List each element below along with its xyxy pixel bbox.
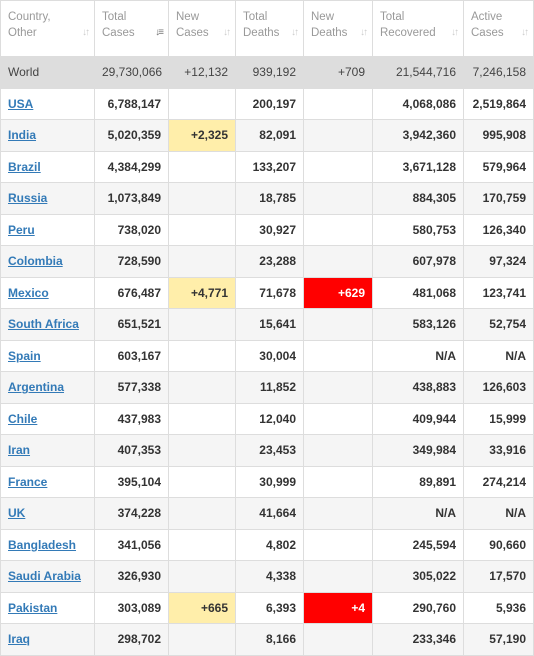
new-cases-header[interactable]: [169, 1, 236, 57]
country-link[interactable]: France: [8, 474, 48, 489]
active-cases-cell: 57,190: [464, 624, 534, 656]
new-cases-cell: [169, 466, 236, 498]
new-cases-cell: +2,325: [169, 120, 236, 152]
total-deaths-cell: 30,999: [236, 466, 304, 498]
country-cell: [1, 214, 95, 246]
active-cases-cell: 274,214: [464, 466, 534, 498]
country-link[interactable]: Brazil: [8, 159, 41, 174]
total-recovered-cell: 349,984: [373, 435, 464, 467]
total-deaths-cell: 4,338: [236, 561, 304, 593]
new-deaths-cell: [304, 120, 373, 152]
total-deaths-cell: 200,197: [236, 88, 304, 120]
table-row: [1, 246, 534, 278]
total-cases-cell: 6,788,147: [95, 88, 169, 120]
new-cases-cell: [169, 151, 236, 183]
new-deaths-cell: [304, 529, 373, 561]
table-body: [1, 57, 534, 656]
table-row: [1, 372, 534, 404]
world-row: [1, 57, 534, 89]
table-row: [1, 561, 534, 593]
country-link[interactable]: India: [8, 128, 37, 143]
new-deaths-cell: [304, 183, 373, 215]
new-deaths-cell: [304, 561, 373, 593]
country-link[interactable]: Peru: [8, 222, 35, 237]
total-deaths-cell: 15,641: [236, 309, 304, 341]
total-deaths-cell: 23,288: [236, 246, 304, 278]
new-deaths-cell: +709: [304, 57, 373, 89]
new-deaths-header[interactable]: [304, 1, 373, 57]
new-cases-cell: [169, 561, 236, 593]
new-cases-cell: [169, 624, 236, 656]
header-label: Total Deaths: [243, 11, 280, 39]
new-deaths-cell: [304, 372, 373, 404]
country-link[interactable]: Colombia: [8, 254, 63, 269]
active-cases-cell: 579,964: [464, 151, 534, 183]
header-label: Country, Other: [8, 11, 51, 39]
country-cell: [1, 183, 95, 215]
header-label: Total Cases: [102, 11, 135, 39]
country-cell: [1, 309, 95, 341]
new-cases-cell: [169, 529, 236, 561]
active-cases-cell: 52,754: [464, 309, 534, 341]
total-recovered-cell: 481,068: [373, 277, 464, 309]
table-row: [1, 498, 534, 530]
header-label: New Cases: [176, 11, 209, 39]
total-cases-cell: 738,020: [95, 214, 169, 246]
sort-updown-icon[interactable]: ↓↑: [451, 27, 457, 38]
total-recovered-cell: 21,544,716: [373, 57, 464, 89]
country-link[interactable]: Iraq: [8, 632, 31, 647]
total-cases-cell: 437,983: [95, 403, 169, 435]
total-recovered-cell: 245,594: [373, 529, 464, 561]
total-cases-cell: 326,930: [95, 561, 169, 593]
country-cell: World: [1, 57, 95, 89]
new-deaths-cell: [304, 498, 373, 530]
new-deaths-cell: [304, 88, 373, 120]
total-deaths-cell: 11,852: [236, 372, 304, 404]
table-row: [1, 340, 534, 372]
total-deaths-header[interactable]: [236, 1, 304, 57]
total-cases-cell: 395,104: [95, 466, 169, 498]
new-cases-cell: [169, 309, 236, 341]
total-recovered-cell: 884,305: [373, 183, 464, 215]
total-recovered-cell: 3,671,128: [373, 151, 464, 183]
total-deaths-cell: 4,802: [236, 529, 304, 561]
country-link[interactable]: USA: [8, 96, 34, 111]
active-cases-cell: 2,519,864: [464, 88, 534, 120]
table-row: [1, 529, 534, 561]
new-deaths-cell: +629: [304, 277, 373, 309]
table-row: [1, 183, 534, 215]
country-link[interactable]: Pakistan: [8, 600, 58, 615]
country-link[interactable]: South Africa: [8, 317, 79, 332]
country-link[interactable]: Bangladesh: [8, 537, 77, 552]
active-cases-cell: 123,741: [464, 277, 534, 309]
total-deaths-cell: 71,678: [236, 277, 304, 309]
country-cell: [1, 624, 95, 656]
sort-descending-icon[interactable]: ↓≡: [155, 27, 162, 38]
active-cases-cell: 7,246,158: [464, 57, 534, 89]
table-row: [1, 151, 534, 183]
active-cases-cell: 90,660: [464, 529, 534, 561]
total-deaths-cell: 133,207: [236, 151, 304, 183]
total-cases-cell: 728,590: [95, 246, 169, 278]
total-recovered-cell: 305,022: [373, 561, 464, 593]
new-cases-cell: [169, 246, 236, 278]
total-recovered-cell: 607,978: [373, 246, 464, 278]
table-row: [1, 403, 534, 435]
active-cases-cell: 5,936: [464, 592, 534, 624]
active-cases-cell: N/A: [464, 498, 534, 530]
sort-updown-icon[interactable]: ↓↑: [223, 27, 229, 38]
active-cases-cell: 170,759: [464, 183, 534, 215]
new-cases-cell: [169, 340, 236, 372]
table-row: [1, 277, 534, 309]
new-deaths-cell: [304, 214, 373, 246]
total-recovered-cell: 438,883: [373, 372, 464, 404]
new-deaths-cell: [304, 246, 373, 278]
total-cases-cell: 5,020,359: [95, 120, 169, 152]
new-cases-cell: [169, 403, 236, 435]
total-cases-cell: 577,338: [95, 372, 169, 404]
new-deaths-cell: [304, 466, 373, 498]
country-cell: [1, 403, 95, 435]
new-deaths-cell: [304, 151, 373, 183]
total-recovered-cell: N/A: [373, 498, 464, 530]
country-cell: [1, 592, 95, 624]
total-deaths-cell: 23,453: [236, 435, 304, 467]
country-cell: [1, 88, 95, 120]
total-recovered-cell: 233,346: [373, 624, 464, 656]
total-deaths-cell: 939,192: [236, 57, 304, 89]
total-deaths-cell: 6,393: [236, 592, 304, 624]
country-link[interactable]: Spain: [8, 348, 41, 363]
header-label: Active Cases: [471, 11, 504, 39]
country-link[interactable]: Mexico: [8, 285, 49, 300]
total-recovered-cell: 409,944: [373, 403, 464, 435]
new-cases-cell: +665: [169, 592, 236, 624]
table-row: [1, 309, 534, 341]
table-row: [1, 466, 534, 498]
total-cases-cell: 298,702: [95, 624, 169, 656]
table-row: [1, 435, 534, 467]
country-cell: [1, 340, 95, 372]
table-row: [1, 592, 534, 624]
total-cases-cell: 29,730,066: [95, 57, 169, 89]
table-row: [1, 214, 534, 246]
total-recovered-header[interactable]: [373, 1, 464, 57]
sort-updown-icon[interactable]: ↓↑: [360, 27, 366, 38]
total-cases-cell: 651,521: [95, 309, 169, 341]
total-cases-header[interactable]: [95, 1, 169, 57]
new-cases-cell: +4,771: [169, 277, 236, 309]
active-cases-cell: N/A: [464, 340, 534, 372]
country-link[interactable]: Iran: [8, 443, 31, 458]
country-cell: [1, 466, 95, 498]
sort-updown-icon[interactable]: ↓↑: [521, 27, 527, 38]
total-deaths-cell: 41,664: [236, 498, 304, 530]
new-cases-cell: [169, 435, 236, 467]
table-row: [1, 120, 534, 152]
total-recovered-cell: 3,942,360: [373, 120, 464, 152]
new-deaths-cell: [304, 435, 373, 467]
total-deaths-cell: 30,927: [236, 214, 304, 246]
total-cases-cell: 407,353: [95, 435, 169, 467]
new-cases-cell: [169, 183, 236, 215]
total-cases-cell: 341,056: [95, 529, 169, 561]
new-cases-cell: +12,132: [169, 57, 236, 89]
country-cell: [1, 435, 95, 467]
total-cases-cell: 374,228: [95, 498, 169, 530]
total-recovered-cell: 89,891: [373, 466, 464, 498]
country-cell: [1, 277, 95, 309]
new-deaths-cell: [304, 403, 373, 435]
total-deaths-cell: 8,166: [236, 624, 304, 656]
active-cases-cell: 33,916: [464, 435, 534, 467]
country-link[interactable]: Chile: [8, 411, 38, 426]
table-row: [1, 88, 534, 120]
country-link[interactable]: Russia: [8, 191, 48, 206]
active-cases-cell: 126,340: [464, 214, 534, 246]
country-cell: [1, 246, 95, 278]
total-recovered-cell: N/A: [373, 340, 464, 372]
country-cell: [1, 120, 95, 152]
header-label: Total Recovered: [380, 11, 436, 39]
total-recovered-cell: 290,760: [373, 592, 464, 624]
country-cell: [1, 529, 95, 561]
country-link[interactable]: Saudi Arabia: [8, 569, 81, 584]
header-label: New Deaths: [311, 11, 348, 39]
new-cases-cell: [169, 88, 236, 120]
country-cell: [1, 372, 95, 404]
country-header[interactable]: [1, 1, 95, 57]
total-deaths-cell: 18,785: [236, 183, 304, 215]
total-cases-cell: 603,167: [95, 340, 169, 372]
new-deaths-cell: [304, 624, 373, 656]
active-cases-cell: 97,324: [464, 246, 534, 278]
total-recovered-cell: 580,753: [373, 214, 464, 246]
sort-updown-icon[interactable]: ↓↑: [82, 27, 88, 38]
country-link[interactable]: Argentina: [8, 380, 65, 395]
total-cases-cell: 4,384,299: [95, 151, 169, 183]
new-deaths-cell: [304, 309, 373, 341]
new-cases-cell: [169, 498, 236, 530]
active-cases-cell: 126,603: [464, 372, 534, 404]
country-cell: [1, 561, 95, 593]
sort-updown-icon[interactable]: ↓↑: [291, 27, 297, 38]
new-deaths-cell: +4: [304, 592, 373, 624]
country-cell: [1, 151, 95, 183]
total-deaths-cell: 82,091: [236, 120, 304, 152]
header-row: [1, 1, 534, 57]
total-recovered-cell: 4,068,086: [373, 88, 464, 120]
total-deaths-cell: 12,040: [236, 403, 304, 435]
total-cases-cell: 1,073,849: [95, 183, 169, 215]
total-cases-cell: 303,089: [95, 592, 169, 624]
total-cases-cell: 676,487: [95, 277, 169, 309]
active-cases-cell: 15,999: [464, 403, 534, 435]
active-cases-cell: 995,908: [464, 120, 534, 152]
new-deaths-cell: [304, 340, 373, 372]
new-cases-cell: [169, 372, 236, 404]
country-link[interactable]: UK: [8, 506, 26, 521]
new-cases-cell: [169, 214, 236, 246]
active-cases-header[interactable]: [464, 1, 534, 57]
country-cell: [1, 498, 95, 530]
active-cases-cell: 17,570: [464, 561, 534, 593]
total-deaths-cell: 30,004: [236, 340, 304, 372]
total-recovered-cell: 583,126: [373, 309, 464, 341]
table-row: [1, 624, 534, 656]
